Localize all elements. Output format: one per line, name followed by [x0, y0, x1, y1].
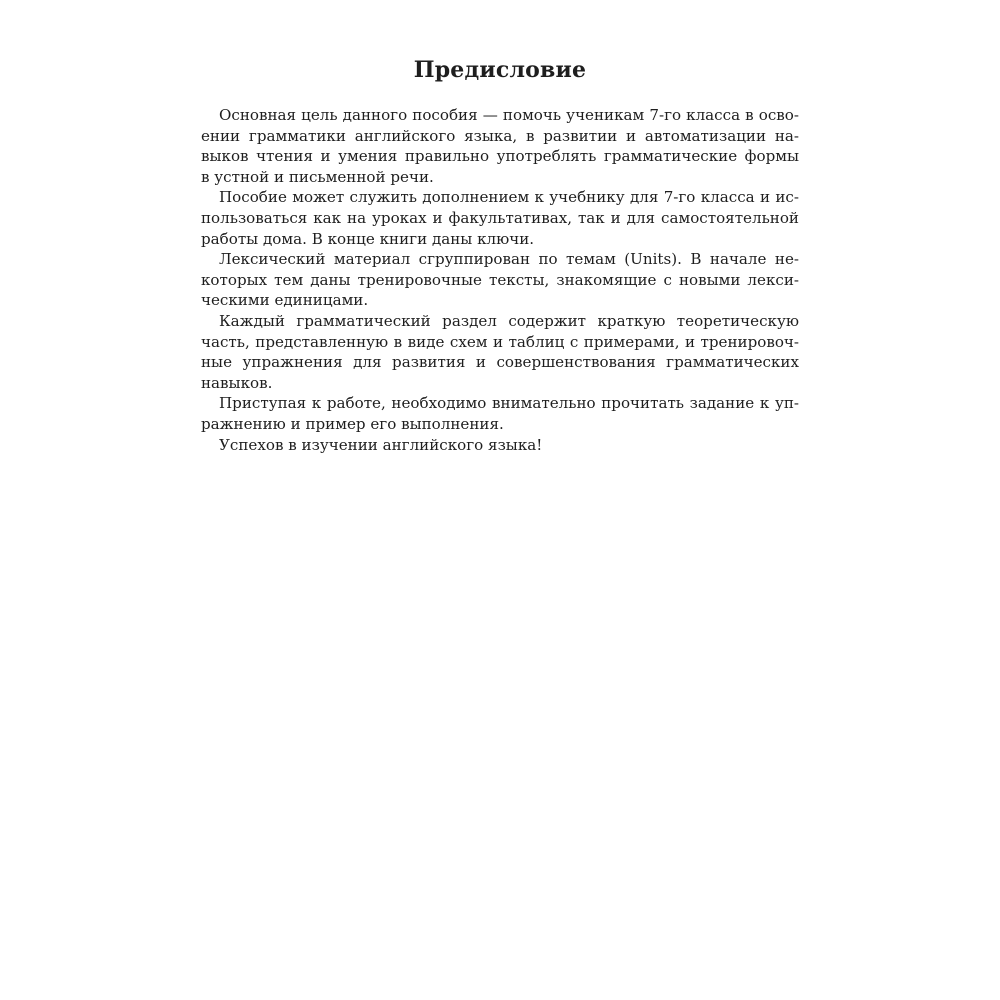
text-line: Приступая к работе, необходимо внимательно прочитать задание к уп- — [219, 394, 799, 413]
paragraph-5 — [201, 393, 799, 434]
paragraph-1 — [201, 105, 799, 187]
text-line: ении грамматики английского языка, в развитии и автоматизации на- — [201, 126, 799, 145]
text-line: ческими единицами. — [201, 291, 369, 310]
text-line: выков чтения и умения правильно употреблять грамматические формы — [201, 147, 799, 166]
text-line: которых тем даны тренировочные тексты, знакомящие с новыми лекси- — [201, 270, 799, 289]
text-line: ражнению и пример его выполнения. — [201, 414, 504, 433]
text-line: навыков. — [201, 373, 273, 392]
text-line: Каждый грамматический раздел содержит краткую теоретическую — [219, 311, 799, 330]
text-line: Пособие может служить дополнением к учебнику для 7-го класса и ис- — [219, 188, 799, 207]
text-line: часть, представленную в виде схем и таблиц с примерами, и тренировоч- — [201, 332, 799, 351]
body-text — [201, 105, 799, 455]
text-line: в устной и письменной речи. — [201, 167, 434, 186]
paragraph-3 — [201, 249, 799, 311]
text-line: работы дома. В конце книги даны ключи. — [201, 229, 535, 248]
text-line: Основная цель данного пособия — помочь ученикам 7-го класса в осво- — [219, 106, 799, 124]
text-line: ные упражнения для развития и совершенствования грамматических — [201, 353, 799, 372]
paragraph-4 — [201, 311, 799, 393]
text-line: Успехов в изучении английского языка! — [219, 435, 543, 454]
page-title: Предисловие — [413, 57, 587, 83]
text-line: пользоваться как на уроках и факультативах, так и для самостоятельной — [201, 208, 799, 227]
paragraph-6 — [201, 435, 799, 456]
text-line: Лексический материал сгруппирован по темам (Units). В начале не- — [219, 250, 799, 269]
paragraph-2 — [201, 187, 799, 249]
